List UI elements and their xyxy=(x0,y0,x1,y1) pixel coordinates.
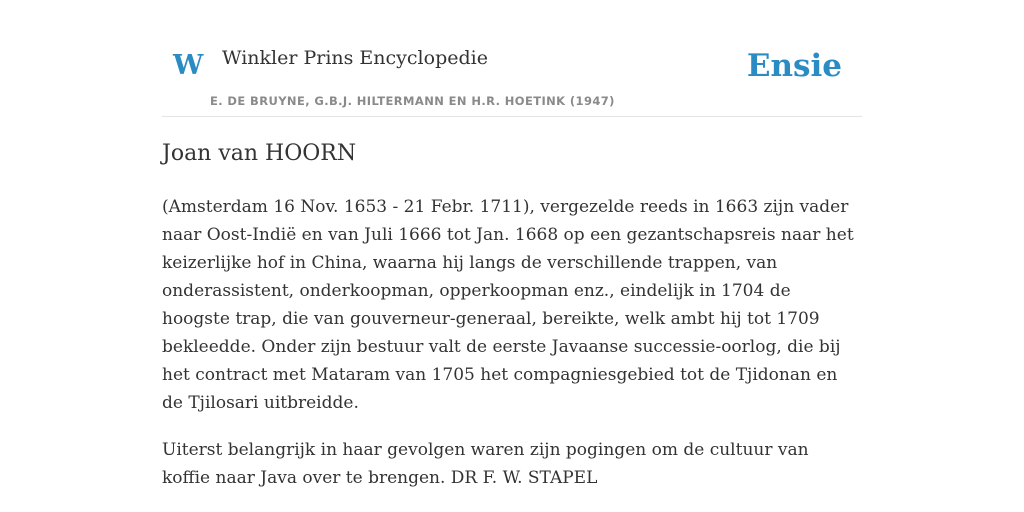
book-title[interactable]: Winkler Prins Encyclopedie xyxy=(222,47,488,69)
source-header xyxy=(162,36,862,117)
entry-title: Joan van HOORN xyxy=(162,141,357,166)
entry-content xyxy=(162,140,862,492)
entry-paragraph-2: Uiterst belangrijk in haar gevolgen waren zijn pogingen om de cultuur van koffie naar Java over te brengen. DR F. W. STAPEL xyxy=(162,439,809,488)
winkler-prins-logo[interactable]: W xyxy=(173,50,204,81)
entry-paragraph-1: (Amsterdam 16 Nov. 1653 - 21 Febr. 1711), vergezelde reeds in 1663 zijn vader naar Oost-Indië en van Juli 1666 tot Jan. 1668 op een gezantschapsreis naar het keizerlijke hof in China, waarna hij langs de verschillende trappen, van onderassistent, onderkoopman, opperkoopman enz., eindelijk in 1704 de hoogste trap, die van gouverneur-generaal, bereikte, welk ambt hij tot 1709 bekleedde. Onder zijn bestuur valt de eerste Javaanse successie-oorlog, die bij het contract met Mataram van 1705 het compagniesgebied tot de Tjidonan en de Tjilosari uitbreidde. xyxy=(162,196,854,413)
ensie-logo[interactable]: Ensie xyxy=(746,48,842,84)
book-authors: E. DE BRUYNE, G.B.J. HILTERMANN EN H.R. HOETINK (1947) xyxy=(210,94,615,108)
